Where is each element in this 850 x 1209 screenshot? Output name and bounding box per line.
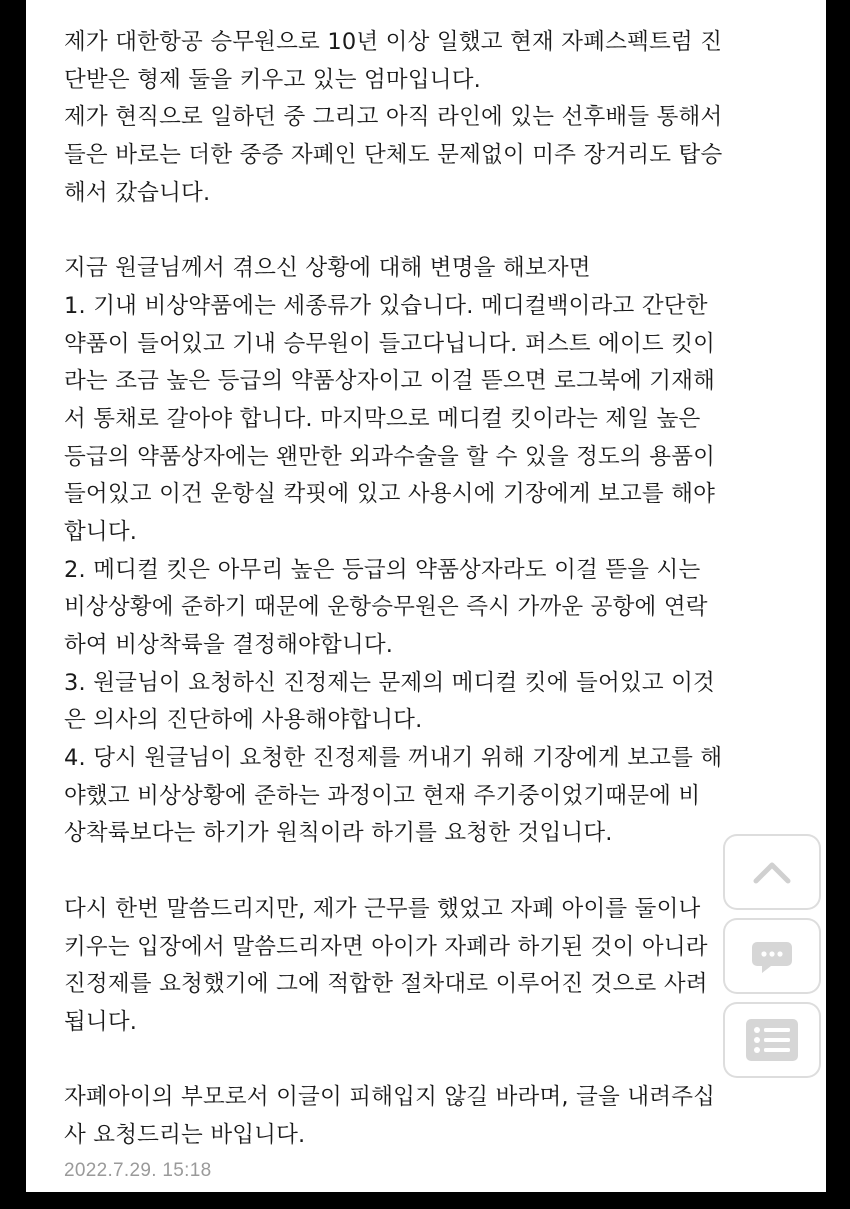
post-text-line: 단받은 형제 둘을 키우고 있는 엄마입니다.: [64, 66, 482, 93]
post-text-line: 해서 갔습니다.: [64, 179, 211, 206]
post-text-line: 하여 비상착륙을 결정해야합니다.: [64, 632, 394, 658]
list-icon: [745, 1018, 799, 1062]
post-text-line: 자폐아이의 부모로서 이글이 피해입지 않길 바라며, 글을 내려주십: [64, 1084, 716, 1111]
post-text-line: 등급의 약품상자에는 왠만한 외과수술을 할 수 있을 정도의 용품이: [64, 443, 716, 470]
paragraph-gap: [64, 853, 810, 891]
post-text-line: 들은 바로는 더한 중증 자폐인 단체도 문제없이 미주 장거리도 탑승: [64, 142, 723, 169]
post-text-line: 비상상황에 준하기 때문에 운항승무원은 즉시 가까운 공항에 연락: [64, 594, 708, 621]
post-text-line: 4. 당시 원글님이 요청한 진정제를 꺼내기 위해 기장에게 보고를 해: [64, 745, 723, 772]
post-text-line: 제가 대한항공 승무원으로 10년 이상 일했고 현재 자폐스펙트럼 진: [64, 29, 723, 55]
post-text-line: 상착륙보다는 하기가 원칙이라 하기를 요청한 것입니다.: [64, 820, 613, 847]
post-text-line: 1. 기내 비상약품에는 세종류가 있습니다. 메디컬백이라고 간단한: [64, 292, 708, 319]
post-text-line: 라는 조금 높은 등급의 약품상자이고 이걸 뜯으면 로그북에 기재해: [64, 368, 716, 395]
post-text-line: 지금 원글님께서 겪으신 상황에 대해 변명을 해보자면: [64, 255, 591, 282]
post-text-line: 약품이 들어있고 기내 승무원이 들고다닙니다. 퍼스트 에이드 킷이: [64, 330, 716, 357]
post-text-line: 은 의사의 진단하에 사용해야합니다.: [64, 707, 423, 734]
post-text-line: 제가 현직으로 일하던 중 그리고 아직 라인에 있는 선후배들 통해서: [64, 104, 723, 131]
post-text-line: 사 요청드리는 바입니다.: [64, 1121, 306, 1148]
list-button[interactable]: [723, 1002, 821, 1078]
post-text-line: 진정제를 요청했기에 그에 적합한 절차대로 이루어진 것으로 사려: [64, 971, 708, 998]
post-body: [64, 24, 810, 1155]
post-text-line: 키우는 입장에서 말씀드리자면 아이가 자폐라 하기된 것이 아니라: [64, 933, 708, 960]
chevron-up-icon: [752, 859, 792, 885]
post-text-line: 야했고 비상상황에 준하는 과정이고 현재 주기중이었기때문에 비: [64, 782, 701, 809]
post-text-line: 3. 원글님이 요청하신 진정제는 문제의 메디컬 킷에 들어있고 이것: [64, 669, 715, 696]
post-text-line: 합니다.: [64, 518, 138, 545]
post-text-line: 다시 한번 말씀드리지만, 제가 근무를 했었고 자폐 아이를 둘이나: [64, 895, 701, 922]
paragraph-gap: [64, 212, 810, 250]
post-content-card: [26, 0, 826, 1192]
scroll-top-button[interactable]: [723, 834, 821, 910]
post-text-line: 서 통채로 갈아야 합니다. 마지막으로 메디컬 킷이라는 제일 높은: [64, 405, 701, 432]
post-text-line: 됩니다.: [64, 1008, 138, 1035]
post-text-line: 2. 메디컬 킷은 아무리 높은 등급의 약품상자라도 이걸 뜯을 시는: [64, 556, 701, 583]
comments-button[interactable]: [723, 918, 821, 994]
paragraph-gap: [64, 1042, 810, 1080]
post-text-line: 들어있고 이건 운항실 칵핏에 있고 사용시에 기장에게 보고를 해야: [64, 481, 716, 508]
post-date: 2022.7.29. 15:18: [64, 1160, 212, 1181]
comment-bubble-icon: [749, 936, 795, 976]
